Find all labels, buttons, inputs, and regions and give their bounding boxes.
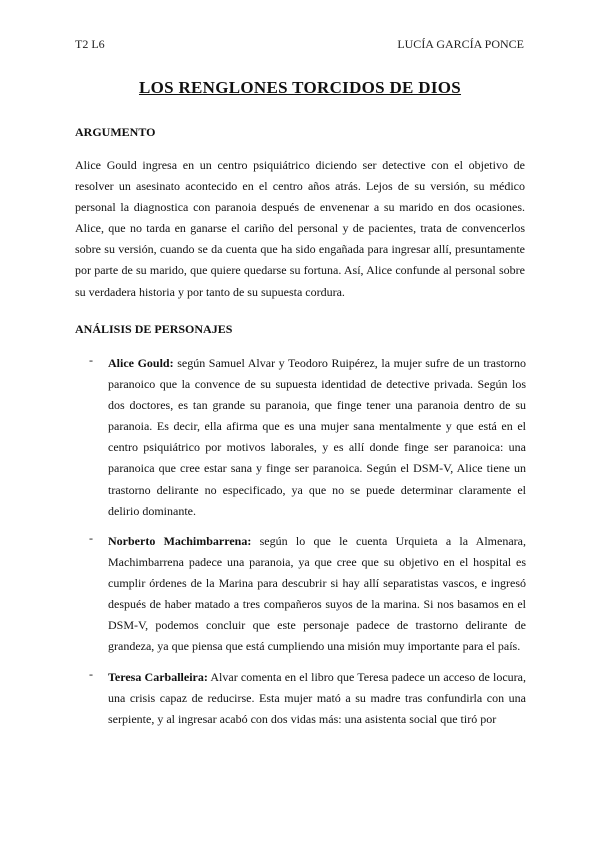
character-description: Alvar comenta en el libro que Teresa padece un acceso de locura, una crisis capaz de reducirse. Esta mujer mató a su madre tras confundirla con una serpiente, y al ingresar acabó con dos vidas más: una asistenta social que tiró por (108, 670, 527, 727)
argumento-paragraph: Alice Gould ingresa en un centro psiquiátrico diciendo ser detective con el objetivo de resolver un asesinato acontecido en el centro años atrás. Lejos de su versión, su médico personal la diagnostica con paranoia después de envenenar a su marido en dos ocasiones. Alice, que no tarda en ganarse el cariño del personal y de pacientes, trata de convencerlos sobre su versión, cuando se da cuenta que ha sido engañada para ingresar allí, presuntamente por parte de su marido, que quiere quedarse su fortuna. Así, Alice confunde al personal sobre su verdadera historia y por tanto de su supuesta cordura. (75, 158, 525, 299)
bullet-dash: - (89, 353, 93, 367)
character-name: Norberto Machimbarrena: (108, 534, 252, 548)
character-name: Alice Gould: (108, 356, 174, 370)
character-item-alice (108, 353, 526, 522)
character-description: según Samuel Alvar y Teodoro Ruipérez, la mujer sufre de un trastorno paranoico que la convence de su supuesta identidad de detective privada. Según los dos doctores, es tan grande su paranoia, que finge tener una paranoia dentro de su paranoia. Es decir, ella afirma que es una mujer sana mentalmente y que está en el centro psiquiátrico por motivos laborales, y es allí donde finge ser paranoica: una paranoica que cree estar sana y finge ser paranoica. Según el DSM-V, Alice tiene un trastorno delirante no especificado, ya que no se puede determinar claramente el delirio dominante. (108, 356, 527, 518)
character-name: Teresa Carballeira: (108, 670, 208, 684)
bullet-dash: - (89, 667, 93, 681)
section-heading-analisis: ANÁLISIS DE PERSONAJES (75, 322, 233, 336)
header-course: T2 L6 (75, 37, 105, 51)
header-author: LUCÍA GARCÍA PONCE (397, 37, 524, 51)
section-heading-argumento: ARGUMENTO (75, 125, 156, 139)
character-description: según lo que le cuenta Urquieta a la Almenara, Machimbarrena padece una paranoia, ya que cree que su objetivo en el hospital es cumplir órdenes de la Marina para descubrir si hay allí separatistas vascos, e ingresó después de haber matado a tres compañeros suyos de la marina. Si nos basamos en el DSM-V, podemos concluir que este personaje padece de trastorno delirante de grandeza, ya que piensa que está cumpliendo una misión muy importante para el país. (108, 534, 526, 654)
character-item-teresa (108, 667, 526, 730)
bullet-dash: - (89, 531, 93, 545)
document-title: LOS RENGLONES TORCIDOS DE DIOS (138, 78, 462, 97)
character-item-norberto (108, 531, 526, 658)
